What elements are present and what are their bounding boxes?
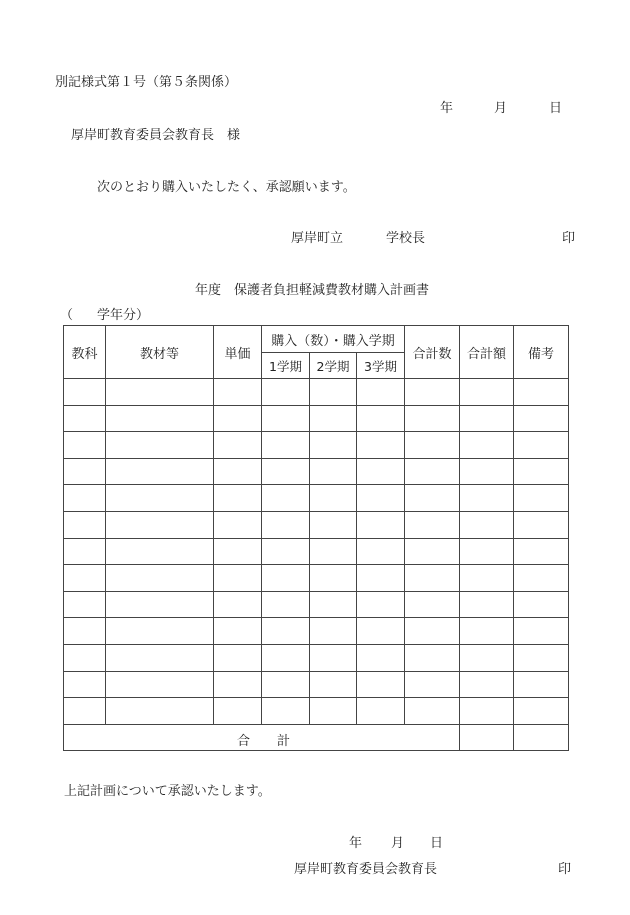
total-label-right: 計 (277, 733, 291, 749)
table-cell[interactable] (64, 644, 106, 671)
table-cell[interactable] (514, 565, 569, 592)
table-cell[interactable] (310, 698, 357, 725)
table-row (64, 565, 569, 592)
table-cell[interactable] (214, 591, 262, 618)
table-cell[interactable] (262, 458, 310, 485)
table-cell[interactable] (460, 671, 514, 698)
table-cell[interactable] (262, 644, 310, 671)
table-cell[interactable] (405, 618, 460, 645)
approver-seal: 印 (558, 862, 572, 877)
table-cell[interactable] (310, 405, 357, 432)
purchase-plan-table (63, 325, 569, 751)
table-cell[interactable] (106, 432, 214, 459)
date-month-label: 月 (494, 101, 508, 116)
school-prefix: 厚岸町立 (291, 231, 344, 246)
header-subject: 教科 (64, 326, 106, 379)
table-cell[interactable] (106, 565, 214, 592)
table-cell[interactable] (514, 432, 569, 459)
table-cell[interactable] (106, 379, 214, 406)
table-cell[interactable] (106, 644, 214, 671)
grade-note-open: （ (60, 308, 74, 323)
table-cell[interactable] (214, 671, 262, 698)
form-number: 別記様式第１号（第５条関係） (55, 75, 238, 90)
table-cell[interactable] (310, 591, 357, 618)
table-cell[interactable] (514, 405, 569, 432)
table-cell[interactable] (64, 698, 106, 725)
table-cell[interactable] (310, 379, 357, 406)
table-cell[interactable] (310, 458, 357, 485)
table-cell[interactable] (310, 485, 357, 512)
header-term2: 2学期 (310, 353, 357, 379)
table-cell[interactable] (214, 618, 262, 645)
table-cell[interactable] (460, 405, 514, 432)
approval-day-label: 日 (430, 836, 444, 851)
table-cell[interactable] (514, 618, 569, 645)
table-cell[interactable] (405, 698, 460, 725)
approval-year-label: 年 (349, 836, 363, 851)
table-cell[interactable] (460, 485, 514, 512)
table-cell[interactable] (214, 511, 262, 538)
table-cell[interactable] (460, 432, 514, 459)
table-cell[interactable] (64, 405, 106, 432)
table-cell[interactable] (514, 379, 569, 406)
table-cell[interactable] (460, 379, 514, 406)
table-cell[interactable] (405, 485, 460, 512)
table-cell[interactable] (262, 379, 310, 406)
table-cell[interactable] (214, 379, 262, 406)
date-year-label: 年 (440, 101, 454, 116)
table-cell[interactable] (514, 485, 569, 512)
table-cell[interactable] (106, 591, 214, 618)
table-cell[interactable] (514, 458, 569, 485)
table-cell[interactable] (405, 405, 460, 432)
table-row (64, 618, 569, 645)
table-cell[interactable] (357, 618, 405, 645)
table-cell[interactable] (460, 538, 514, 565)
table-cell[interactable] (64, 618, 106, 645)
table-cell[interactable] (310, 565, 357, 592)
table-cell[interactable] (106, 618, 214, 645)
table-cell[interactable] (405, 511, 460, 538)
table-cell[interactable] (460, 618, 514, 645)
table-cell[interactable] (310, 618, 357, 645)
request-text: 次のとおり購入いたしたく、承認願います。 (97, 180, 356, 195)
table-row (64, 485, 569, 512)
table-cell[interactable] (214, 565, 262, 592)
table-cell[interactable] (106, 511, 214, 538)
table-cell[interactable] (460, 698, 514, 725)
table-cell[interactable] (106, 698, 214, 725)
table-cell[interactable] (310, 432, 357, 459)
table-cell[interactable] (514, 591, 569, 618)
header-row (64, 326, 569, 353)
table-cell[interactable] (214, 458, 262, 485)
table-row (64, 671, 569, 698)
table-cell[interactable] (262, 538, 310, 565)
table-cell[interactable] (214, 485, 262, 512)
table-cell[interactable] (64, 565, 106, 592)
table-cell[interactable] (514, 538, 569, 565)
table-cell[interactable] (460, 644, 514, 671)
total-value-cell[interactable] (460, 724, 514, 750)
table-cell[interactable] (214, 698, 262, 725)
table-cell[interactable] (64, 671, 106, 698)
approval-text: 上記計画について承認いたします。 (64, 784, 271, 799)
table-cell[interactable] (357, 565, 405, 592)
table-cell[interactable] (310, 671, 357, 698)
table-cell[interactable] (64, 511, 106, 538)
table-cell[interactable] (460, 565, 514, 592)
table-cell[interactable] (310, 644, 357, 671)
table-cell[interactable] (357, 458, 405, 485)
table-cell[interactable] (106, 458, 214, 485)
table-cell[interactable] (106, 671, 214, 698)
total-label-left: 合 (237, 733, 251, 749)
date-day-label: 日 (549, 101, 563, 116)
table-cell[interactable] (357, 538, 405, 565)
table-cell[interactable] (460, 511, 514, 538)
table-cell[interactable] (357, 644, 405, 671)
table-cell[interactable] (405, 644, 460, 671)
table-cell[interactable] (106, 485, 214, 512)
header-total-amount: 合計額 (460, 326, 514, 379)
total-row-label (64, 724, 460, 750)
table-cell[interactable] (310, 511, 357, 538)
table-cell[interactable] (460, 458, 514, 485)
table-cell[interactable] (262, 432, 310, 459)
table-row (64, 405, 569, 432)
seal-mark: 印 (562, 231, 576, 246)
table-cell[interactable] (405, 458, 460, 485)
table-cell[interactable] (357, 511, 405, 538)
header-materials: 教材等 (106, 326, 214, 379)
table-cell[interactable] (405, 565, 460, 592)
header-term1: 1学期 (262, 353, 310, 379)
header-term3: 3学期 (357, 353, 405, 379)
table-row (64, 511, 569, 538)
table-cell[interactable] (357, 591, 405, 618)
table-cell[interactable] (262, 485, 310, 512)
table-cell[interactable] (214, 644, 262, 671)
table-row (64, 644, 569, 671)
table-cell[interactable] (405, 538, 460, 565)
table-cell[interactable] (262, 671, 310, 698)
table-row (64, 538, 569, 565)
table-cell[interactable] (514, 511, 569, 538)
table-cell[interactable] (64, 432, 106, 459)
table-cell[interactable] (405, 591, 460, 618)
document-title: 年度 保護者負担軽減費教材購入計画書 (195, 283, 430, 298)
table-row (64, 432, 569, 459)
table-row (64, 698, 569, 725)
table-cell[interactable] (64, 379, 106, 406)
total-row (64, 724, 569, 750)
table-cell[interactable] (405, 432, 460, 459)
header-remarks: 備考 (514, 326, 569, 379)
table-cell[interactable] (214, 405, 262, 432)
total-value-cell[interactable] (514, 724, 569, 750)
table-cell[interactable] (106, 538, 214, 565)
table-cell[interactable] (405, 671, 460, 698)
table-cell[interactable] (514, 671, 569, 698)
table-cell[interactable] (357, 698, 405, 725)
table-cell[interactable] (357, 432, 405, 459)
table-cell[interactable] (64, 458, 106, 485)
table-row (64, 379, 569, 406)
table-cell[interactable] (64, 591, 106, 618)
table-cell[interactable] (357, 671, 405, 698)
table-cell[interactable] (262, 565, 310, 592)
table-cell[interactable] (262, 405, 310, 432)
table-cell[interactable] (405, 379, 460, 406)
table-cell[interactable] (514, 698, 569, 725)
table-cell[interactable] (64, 538, 106, 565)
table-row (64, 458, 569, 485)
table-cell[interactable] (64, 485, 106, 512)
approver-name: 厚岸町教育委員会教育長 (294, 862, 438, 877)
principal-title: 学校長 (386, 231, 426, 246)
header-total-count: 合計数 (405, 326, 460, 379)
grade-note-label: 学年分） (97, 308, 150, 323)
approval-month-label: 月 (391, 836, 405, 851)
table-cell[interactable] (514, 644, 569, 671)
table-cell[interactable] (262, 511, 310, 538)
table-cell[interactable] (460, 591, 514, 618)
table-cell[interactable] (357, 485, 405, 512)
table-cell[interactable] (214, 538, 262, 565)
table-cell[interactable] (357, 379, 405, 406)
header-unit-price: 単価 (214, 326, 262, 379)
table-cell[interactable] (262, 618, 310, 645)
table-cell[interactable] (262, 698, 310, 725)
header-purchase-group: 購入（数）・購入学期 (262, 326, 405, 353)
table-cell[interactable] (106, 405, 214, 432)
addressee: 厚岸町教育委員会教育長 様 (71, 128, 241, 143)
table-cell[interactable] (214, 432, 262, 459)
table-cell[interactable] (310, 538, 357, 565)
table-cell[interactable] (262, 591, 310, 618)
table-cell[interactable] (357, 405, 405, 432)
table-row (64, 591, 569, 618)
